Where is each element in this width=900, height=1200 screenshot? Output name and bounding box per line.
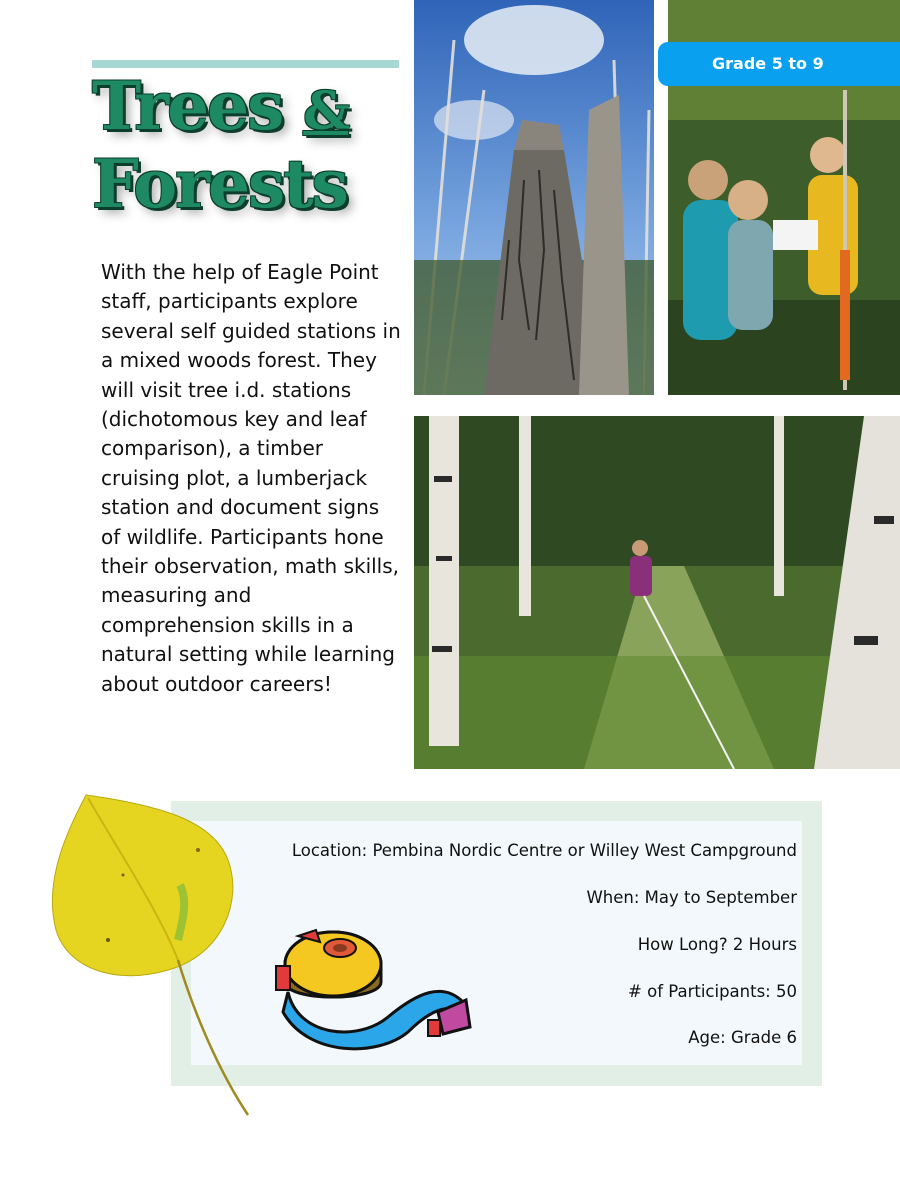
info-when: When: May to September [586, 888, 797, 907]
measuring-tape-icon [268, 922, 474, 1054]
photo-forest-trail [414, 416, 900, 769]
page-title [92, 67, 412, 223]
title-ampersand: & [303, 81, 349, 142]
info-participants: # of Participants: 50 [628, 982, 797, 1001]
program-description: With the help of Eagle Point staff, participants explore several self guided stations in a mixed woods forest. They will visit tree i.d. stations (dichotomous key and leaf comparison), a timber cruising plot, a lumberjack station and document signs of wildlife. Participants hone their observation, math skills, measuring and comprehension skills in a natural setting while learning about outdoor careers! [101, 260, 401, 696]
info-location: Location: Pembina Nordic Centre or Willey West Campground [291, 841, 797, 860]
title-line1: Trees [92, 67, 283, 145]
photo-tree-trunk [414, 0, 654, 395]
grade-badge: Grade 5 to 9 [658, 42, 900, 86]
info-how-long: How Long? 2 Hours [637, 935, 797, 954]
info-age: Age: Grade 6 [688, 1028, 797, 1047]
aspen-leaf-icon [48, 790, 258, 1120]
title-line2: Forests [92, 145, 347, 223]
